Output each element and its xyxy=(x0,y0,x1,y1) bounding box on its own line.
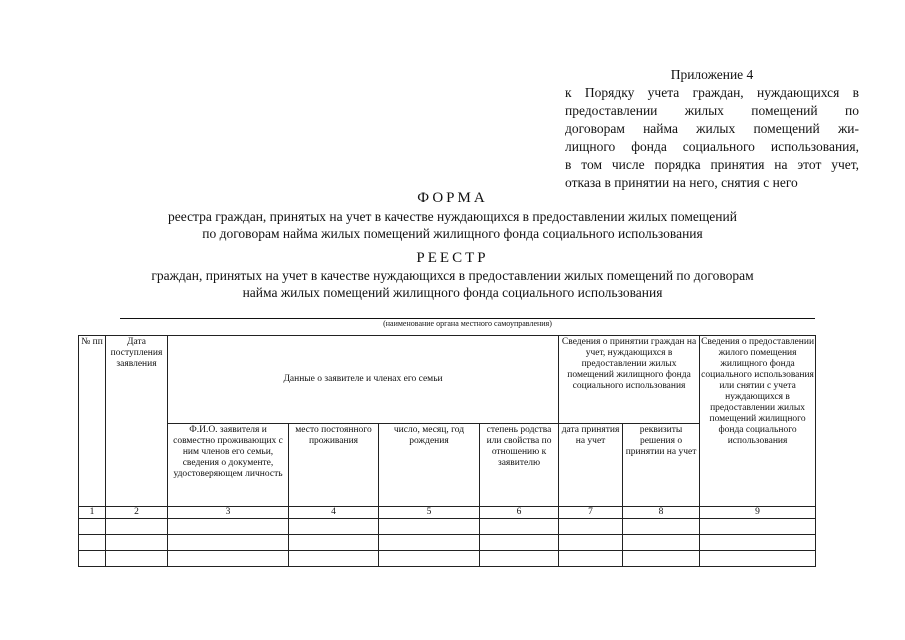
column-number-row xyxy=(79,507,816,519)
table-cell xyxy=(559,535,623,551)
table-row xyxy=(79,551,816,567)
table-cell xyxy=(379,551,480,567)
appendix-line: в том числе порядка принятия на этот учет, xyxy=(565,157,859,172)
table-cell xyxy=(480,535,559,551)
appendix-line: договорам найма жилых помещений жи- xyxy=(565,121,859,136)
header-decision: реквизиты решения о принятии на учет xyxy=(623,424,700,507)
column-number: 8 xyxy=(623,507,700,519)
table-cell xyxy=(289,535,379,551)
table-cell xyxy=(379,535,480,551)
table-cell xyxy=(623,519,700,535)
table-cell xyxy=(480,519,559,535)
register-table xyxy=(78,335,816,567)
appendix-line: лищного фонда социального использования, xyxy=(565,139,859,154)
header-birth: число, месяц, год рождения xyxy=(379,424,480,507)
form-title xyxy=(0,208,905,242)
column-number: 4 xyxy=(289,507,379,519)
table-row xyxy=(79,535,816,551)
table-cell xyxy=(480,551,559,567)
table-cell xyxy=(559,519,623,535)
column-number: 1 xyxy=(79,507,106,519)
table-cell xyxy=(79,551,106,567)
header-date: Дата поступления заявления xyxy=(106,336,168,507)
table-cell xyxy=(106,519,168,535)
header-accept-date: дата принятия на учет xyxy=(559,424,623,507)
table-row xyxy=(79,519,816,535)
header-acceptance-group: Сведения о принятии граждан на учет, нуждающихся в предоставлении жилых помещений жилищного фонда социального использования xyxy=(559,336,700,424)
register-title-line: найма жилых помещений жилищного фонда социального использования xyxy=(242,285,663,300)
org-caption: (наименование органа местного самоуправления) xyxy=(383,319,552,328)
appendix-line: предоставлении жилых помещений по xyxy=(565,103,859,118)
table-cell xyxy=(289,519,379,535)
header-fio: Ф.И.О. заявителя и совместно проживающих с ним членов его семьи, сведения о документе, удостоверяющем личность xyxy=(168,424,289,507)
appendix-line: к Порядку учета граждан, нуждающихся в xyxy=(565,85,859,100)
table-cell xyxy=(168,551,289,567)
table-cell xyxy=(700,519,816,535)
register-title-line: граждан, принятых на учет в качестве нуждающихся в предоставлении жилых помещений по договорам xyxy=(151,268,754,283)
table-cell xyxy=(623,535,700,551)
appendix-title: Приложение 4 xyxy=(670,67,754,82)
column-number: 6 xyxy=(480,507,559,519)
appendix-line: отказа в принятии на него, снятия с него xyxy=(565,175,798,190)
table-cell xyxy=(623,551,700,567)
header-relation: степень родства или свойства по отношению к заявителю xyxy=(480,424,559,507)
table-cell xyxy=(79,535,106,551)
column-number: 9 xyxy=(700,507,816,519)
appendix-block xyxy=(565,66,859,192)
table-cell xyxy=(700,551,816,567)
column-number: 7 xyxy=(559,507,623,519)
form-heading: ФОРМА xyxy=(417,190,488,206)
header-no: № пп xyxy=(79,336,106,507)
header-residence: место постоянного проживания xyxy=(289,424,379,507)
column-number: 3 xyxy=(168,507,289,519)
table-cell xyxy=(106,535,168,551)
table-cell xyxy=(168,519,289,535)
table-cell xyxy=(559,551,623,567)
column-number: 5 xyxy=(379,507,480,519)
header-applicant-group: Данные о заявителе и членах его семьи xyxy=(168,336,559,424)
table-cell xyxy=(106,551,168,567)
header-provision: Сведения о предоставлении жилого помещения жилищного фонда социального использования или снятии с учета нуждающихся в предоставлении жилых помещений жилищного фонда социального использования xyxy=(700,336,816,507)
table-cell xyxy=(168,535,289,551)
form-title-line: по договорам найма жилых помещений жилищного фонда социального использования xyxy=(202,226,703,241)
register-heading: РЕЕСТР xyxy=(416,250,489,266)
table-cell xyxy=(79,519,106,535)
table-cell xyxy=(289,551,379,567)
table-cell xyxy=(379,519,480,535)
form-title-line: реестра граждан, принятых на учет в качестве нуждающихся в предоставлении жилых помещений xyxy=(168,209,737,224)
column-number: 2 xyxy=(106,507,168,519)
register-title xyxy=(0,267,905,301)
table-cell xyxy=(700,535,816,551)
